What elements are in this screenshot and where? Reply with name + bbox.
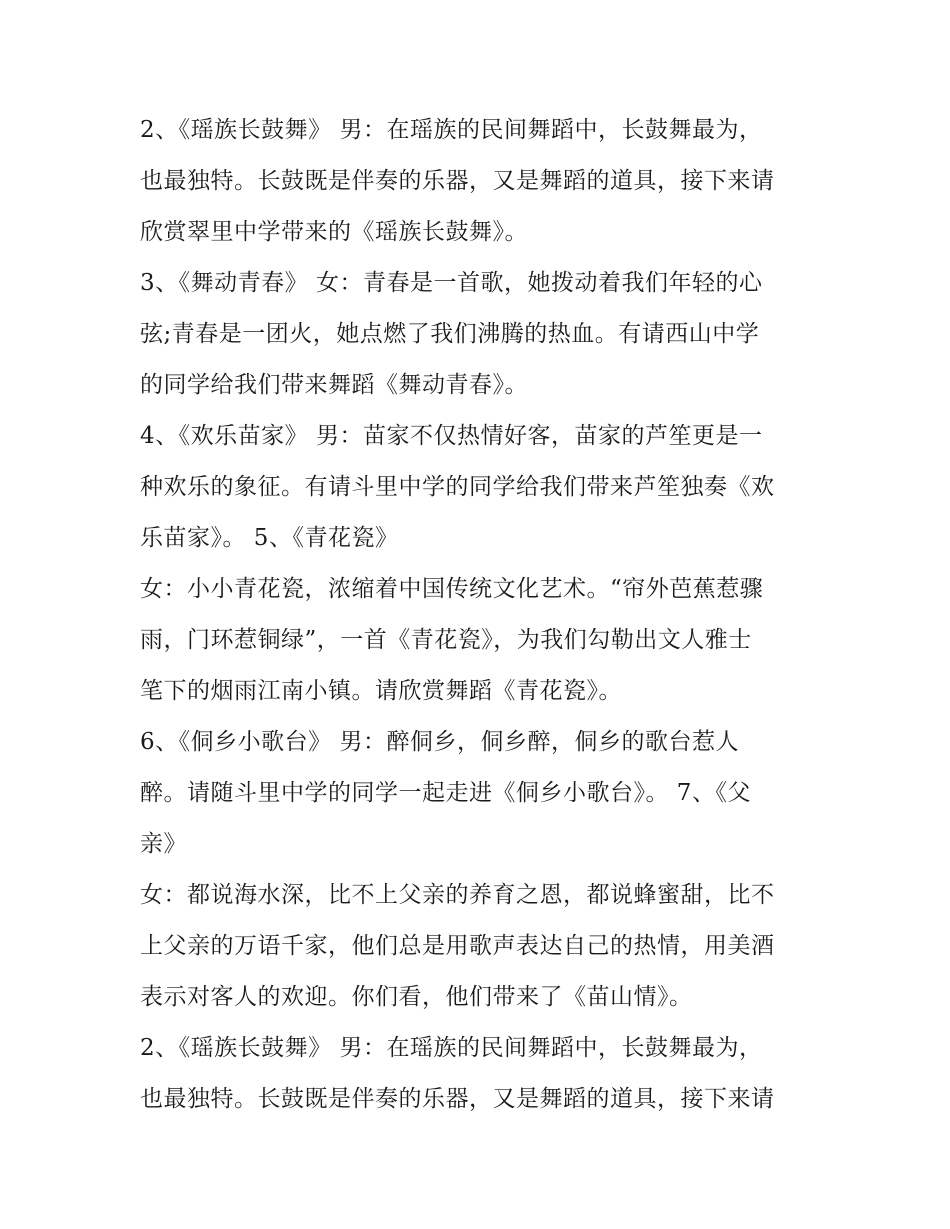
text-line: 6、《侗乡小歌台》 男：醉侗乡，侗乡醉，侗乡的歌台惹人 (140, 729, 739, 755)
text-line: 醉。请随斗里中学的同学一起走进《侗乡小歌台》。 7、《父 (140, 780, 751, 806)
text-line: 的同学给我们带来舞蹈《舞动青春》。 (140, 372, 528, 398)
text-line: 2、《瑶族长鼓舞》 男：在瑶族的民间舞蹈中，长鼓舞最为， (140, 1035, 763, 1061)
text-line: 种欢乐的象征。有请斗里中学的同学给我们带来芦笙独奏《欢 (140, 474, 775, 500)
text-line: 2、《瑶族长鼓舞》 男：在瑶族的民间舞蹈中，长鼓舞最为， (140, 117, 763, 143)
text-line: 3、《舞动青春》 女：青春是一首歌，她拨动着我们年轻的心 (140, 270, 763, 296)
text-line: 也最独特。长鼓既是伴奏的乐器，又是舞蹈的道具，接下来请 (140, 168, 775, 194)
text-line: 弦;青春是一团火，她点燃了我们沸腾的热血。有请西山中学 (140, 321, 760, 347)
body-text (140, 107, 820, 1127)
text-line: 乐苗家》。 5、《青花瓷》 (140, 525, 399, 551)
text-line: 女：小小青花瓷，浓缩着中国传统文化艺术。“帘外芭蕉惹骤 (140, 576, 764, 602)
text-line: 雨，门环惹铜绿”，一首《青花瓷》，为我们勾勒出文人雅士 (140, 627, 752, 653)
text-line: 上父亲的万语千家，他们总是用歌声表达自己的热情，用美酒 (140, 933, 775, 959)
text-line: 表示对客人的欢迎。你们看，他们带来了《苗山情》。 (140, 984, 693, 1010)
text-line: 笔下的烟雨江南小镇。请欣赏舞蹈《青花瓷》。 (140, 678, 622, 704)
text-line: 欣赏翠里中学带来的《瑶族长鼓舞》。 (140, 219, 528, 245)
text-line: 女：都说海水深，比不上父亲的养育之恩，都说蜂蜜甜，比不 (140, 882, 775, 908)
text-line: 4、《欢乐苗家》 男：苗家不仅热情好客，苗家的芦笙更是一 (140, 423, 763, 449)
text-line: 亲》 (140, 831, 187, 857)
text-line: 也最独特。长鼓既是伴奏的乐器，又是舞蹈的道具，接下来请 (140, 1086, 775, 1112)
